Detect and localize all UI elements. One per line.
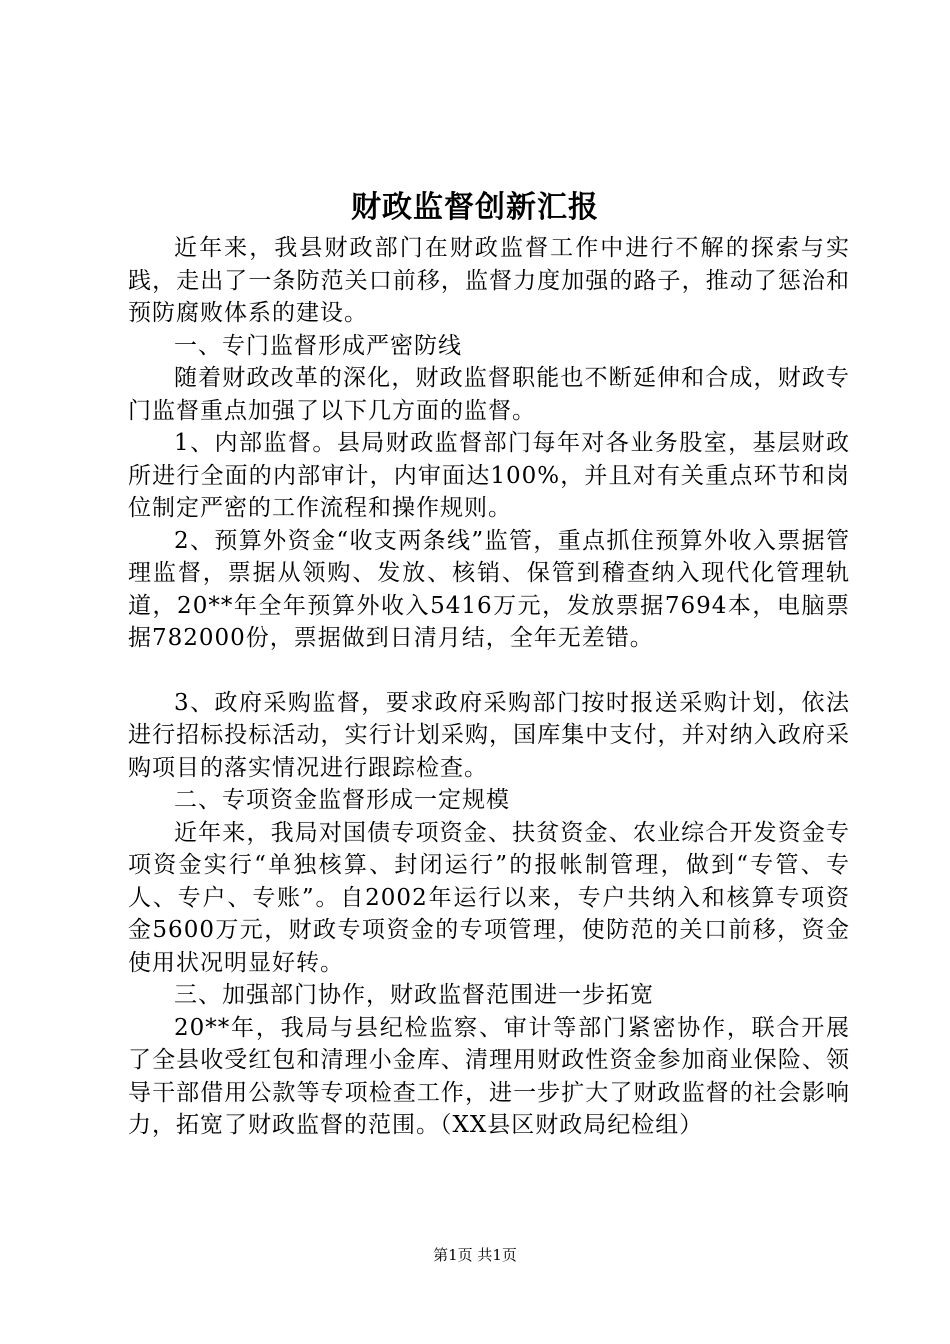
paragraph-internal-supervision: 1、内部监督。县局财政监督部门每年对各业务股室，基层财政所进行全面的内部审计，内审面达100%，并且对有关重点环节和岗位制定严密的工作流程和操作规则。 xyxy=(128,430,850,521)
page-number-footer: 第1页 共1页 xyxy=(433,1246,517,1264)
paragraph-department-cooperation: 20**年，我局与县纪检监察、审计等部门紧密协作，联合开展了全县收受红包和清理小金库、清理用财政性资金参加商业保险、领导干部借用公款等专项检查工作，进一步扩大了财政监督的社会影响力，拓宽了财政监督的范围。（XX县区财政局纪检组） xyxy=(128,1014,850,1138)
heading-section-3: 三、加强部门协作，财政监督范围进一步拓宽 xyxy=(174,982,654,1008)
heading-section-1: 一、专门监督形成严密防线 xyxy=(174,332,462,359)
paragraph-special-funds: 近年来，我局对国债专项资金、扶贫资金、农业综合开发资金专项资金实行“单独核算、封闭运行”的报帐制管理，做到“专管、专人、专户、专账”。自2002年运行以来，专户共纳入和核算专项资金5600万元，财政专项资金的专项管理，使防范的关口前移，资金使用状况明显好转。 xyxy=(128,819,850,976)
heading-section-2: 二、专项资金监督形成一定规模 xyxy=(174,787,510,813)
paragraph-section-1-intro: 随着财政改革的深化，财政监督职能也不断延伸和合成，财政专门监督重点加强了以下几方面的监督。 xyxy=(128,365,850,424)
paragraph-procurement-supervision: 3、政府采购监督，要求政府采购部门按时报送采购计划，依法进行招标投标活动，实行计划采购，国库集中支付，并对纳入政府采购项目的落实情况进行跟踪检查。 xyxy=(128,689,850,781)
paragraph-intro: 近年来，我县财政部门在财政监督工作中进行不解的探索与实践，走出了一条防范关口前移，监督力度加强的路子，推动了惩治和预防腐败体系的建设。 xyxy=(128,235,850,326)
document-title: 财政监督创新汇报 xyxy=(351,190,599,225)
document-body xyxy=(128,232,850,1142)
paragraph-extra-budget-funds: 2、预算外资金“收支两条线”监管，重点抓住预算外收入票据管理监督，票据从领购、发放、核销、保管到稽查纳入现代化管理轨道，20**年全年预算外收入5416万元，发放票据7694本，电脑票据782000份，票据做到日清月结，全年无差错。 xyxy=(128,527,850,651)
